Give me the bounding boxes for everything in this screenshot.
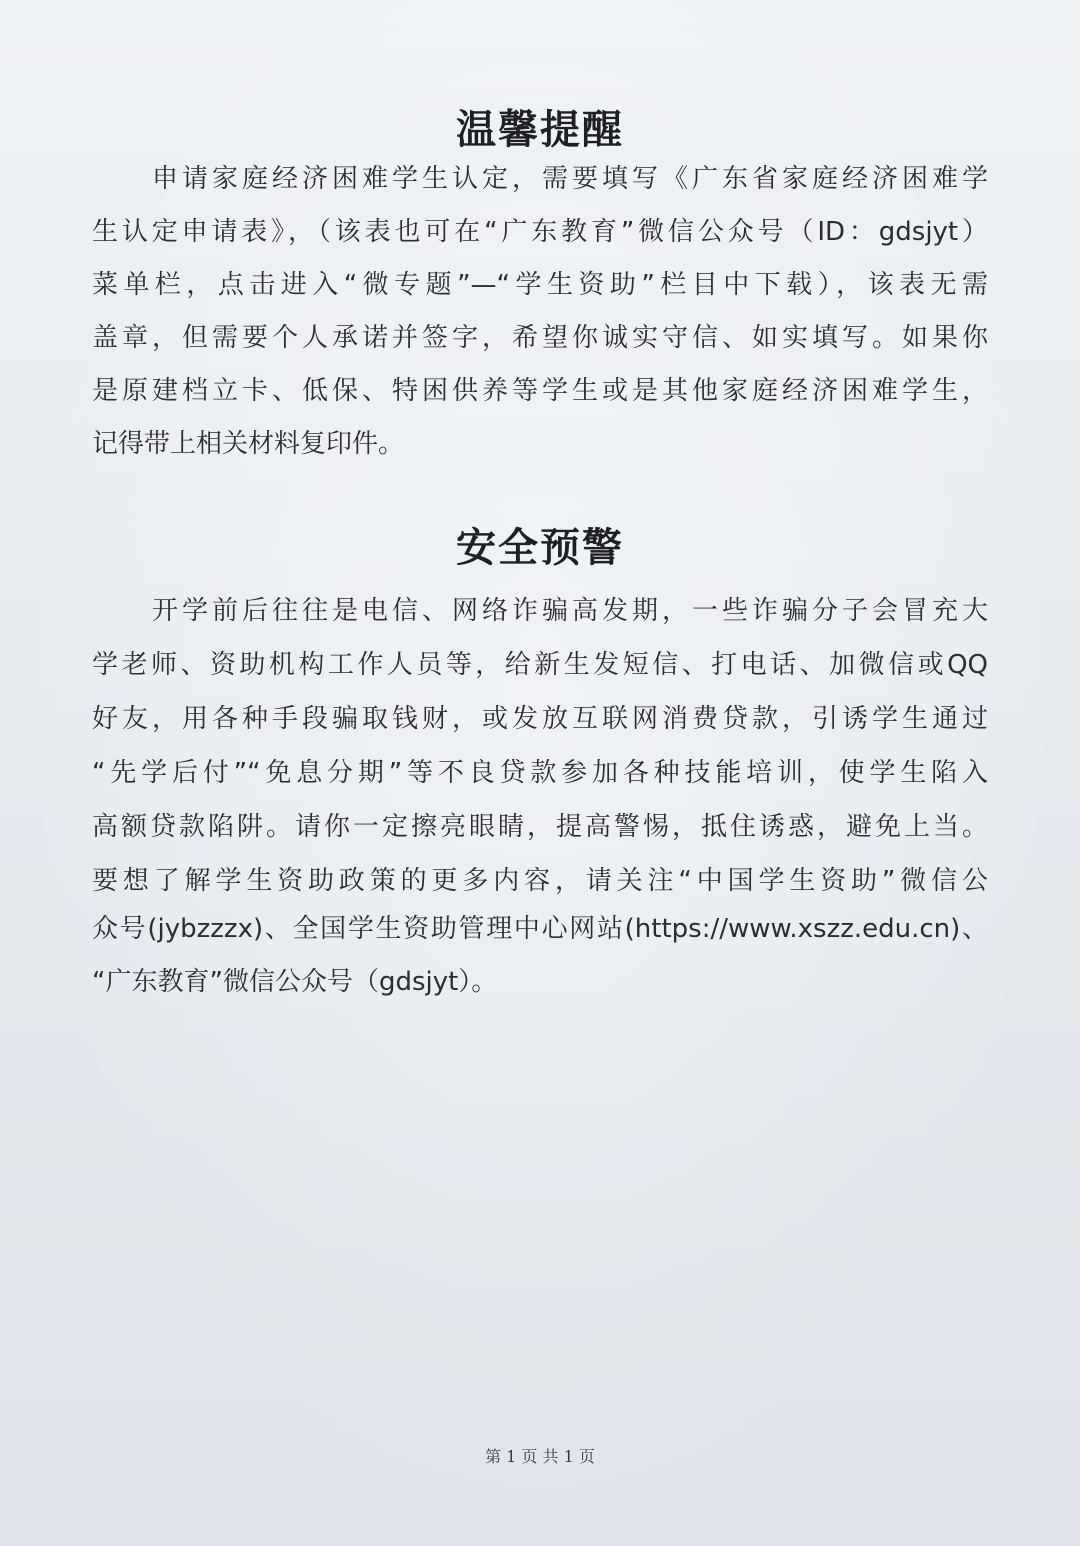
page-number: 第 1 页 共 1 页: [485, 1447, 595, 1466]
warning-title: 安全预警: [456, 524, 624, 571]
warning-line: 开学前后往往是电信、网络诈骗高发期，一些诈骗分子会冒充大: [92, 596, 988, 626]
warning-line: 好友，用各种手段骗取钱财，或发放互联网消费贷款，引诱学生通过: [92, 704, 988, 734]
notice-line: 记得带上相关材料复印件。: [92, 429, 405, 459]
warning-line: 高额贷款陷阱。请你一定擦亮眼睛，提高警惕，抵住诱惑，避免上当。: [92, 812, 988, 842]
notice-title: 温馨提醒: [456, 106, 624, 153]
notice-line: 菜单栏，点击进入“微专题”—“学生资助”栏目中下载），该表无需: [92, 270, 988, 300]
notice-line: 盖章，但需要个人承诺并签字，希望你诚实守信、如实填写。如果你: [92, 323, 988, 353]
warning-line: 众号(jybzzzx)、全国学生资助管理中心网站(https://www.xszz.edu.cn)、: [92, 914, 988, 944]
warning-line: “广东教育”微信公众号（gdsjyt）。: [92, 967, 498, 997]
notice-line: 是原建档立卡、低保、特困供养等学生或是其他家庭经济困难学生，: [92, 376, 988, 406]
notice-line: 生认定申请表》，（该表也可在“广东教育”微信公众号（ID：gdsjyt）: [92, 217, 988, 247]
warning-line: 要想了解学生资助政策的更多内容，请关注“中国学生资助”微信公: [92, 866, 988, 896]
notice-line: 申请家庭经济困难学生认定，需要填写《广东省家庭经济困难学: [92, 164, 988, 194]
warning-line: “先学后付”“免息分期”等不良贷款参加各种技能培训，使学生陷入: [92, 758, 988, 788]
warning-line: 学老师、资助机构工作人员等，给新生发短信、打电话、加微信或QQ: [92, 650, 988, 680]
